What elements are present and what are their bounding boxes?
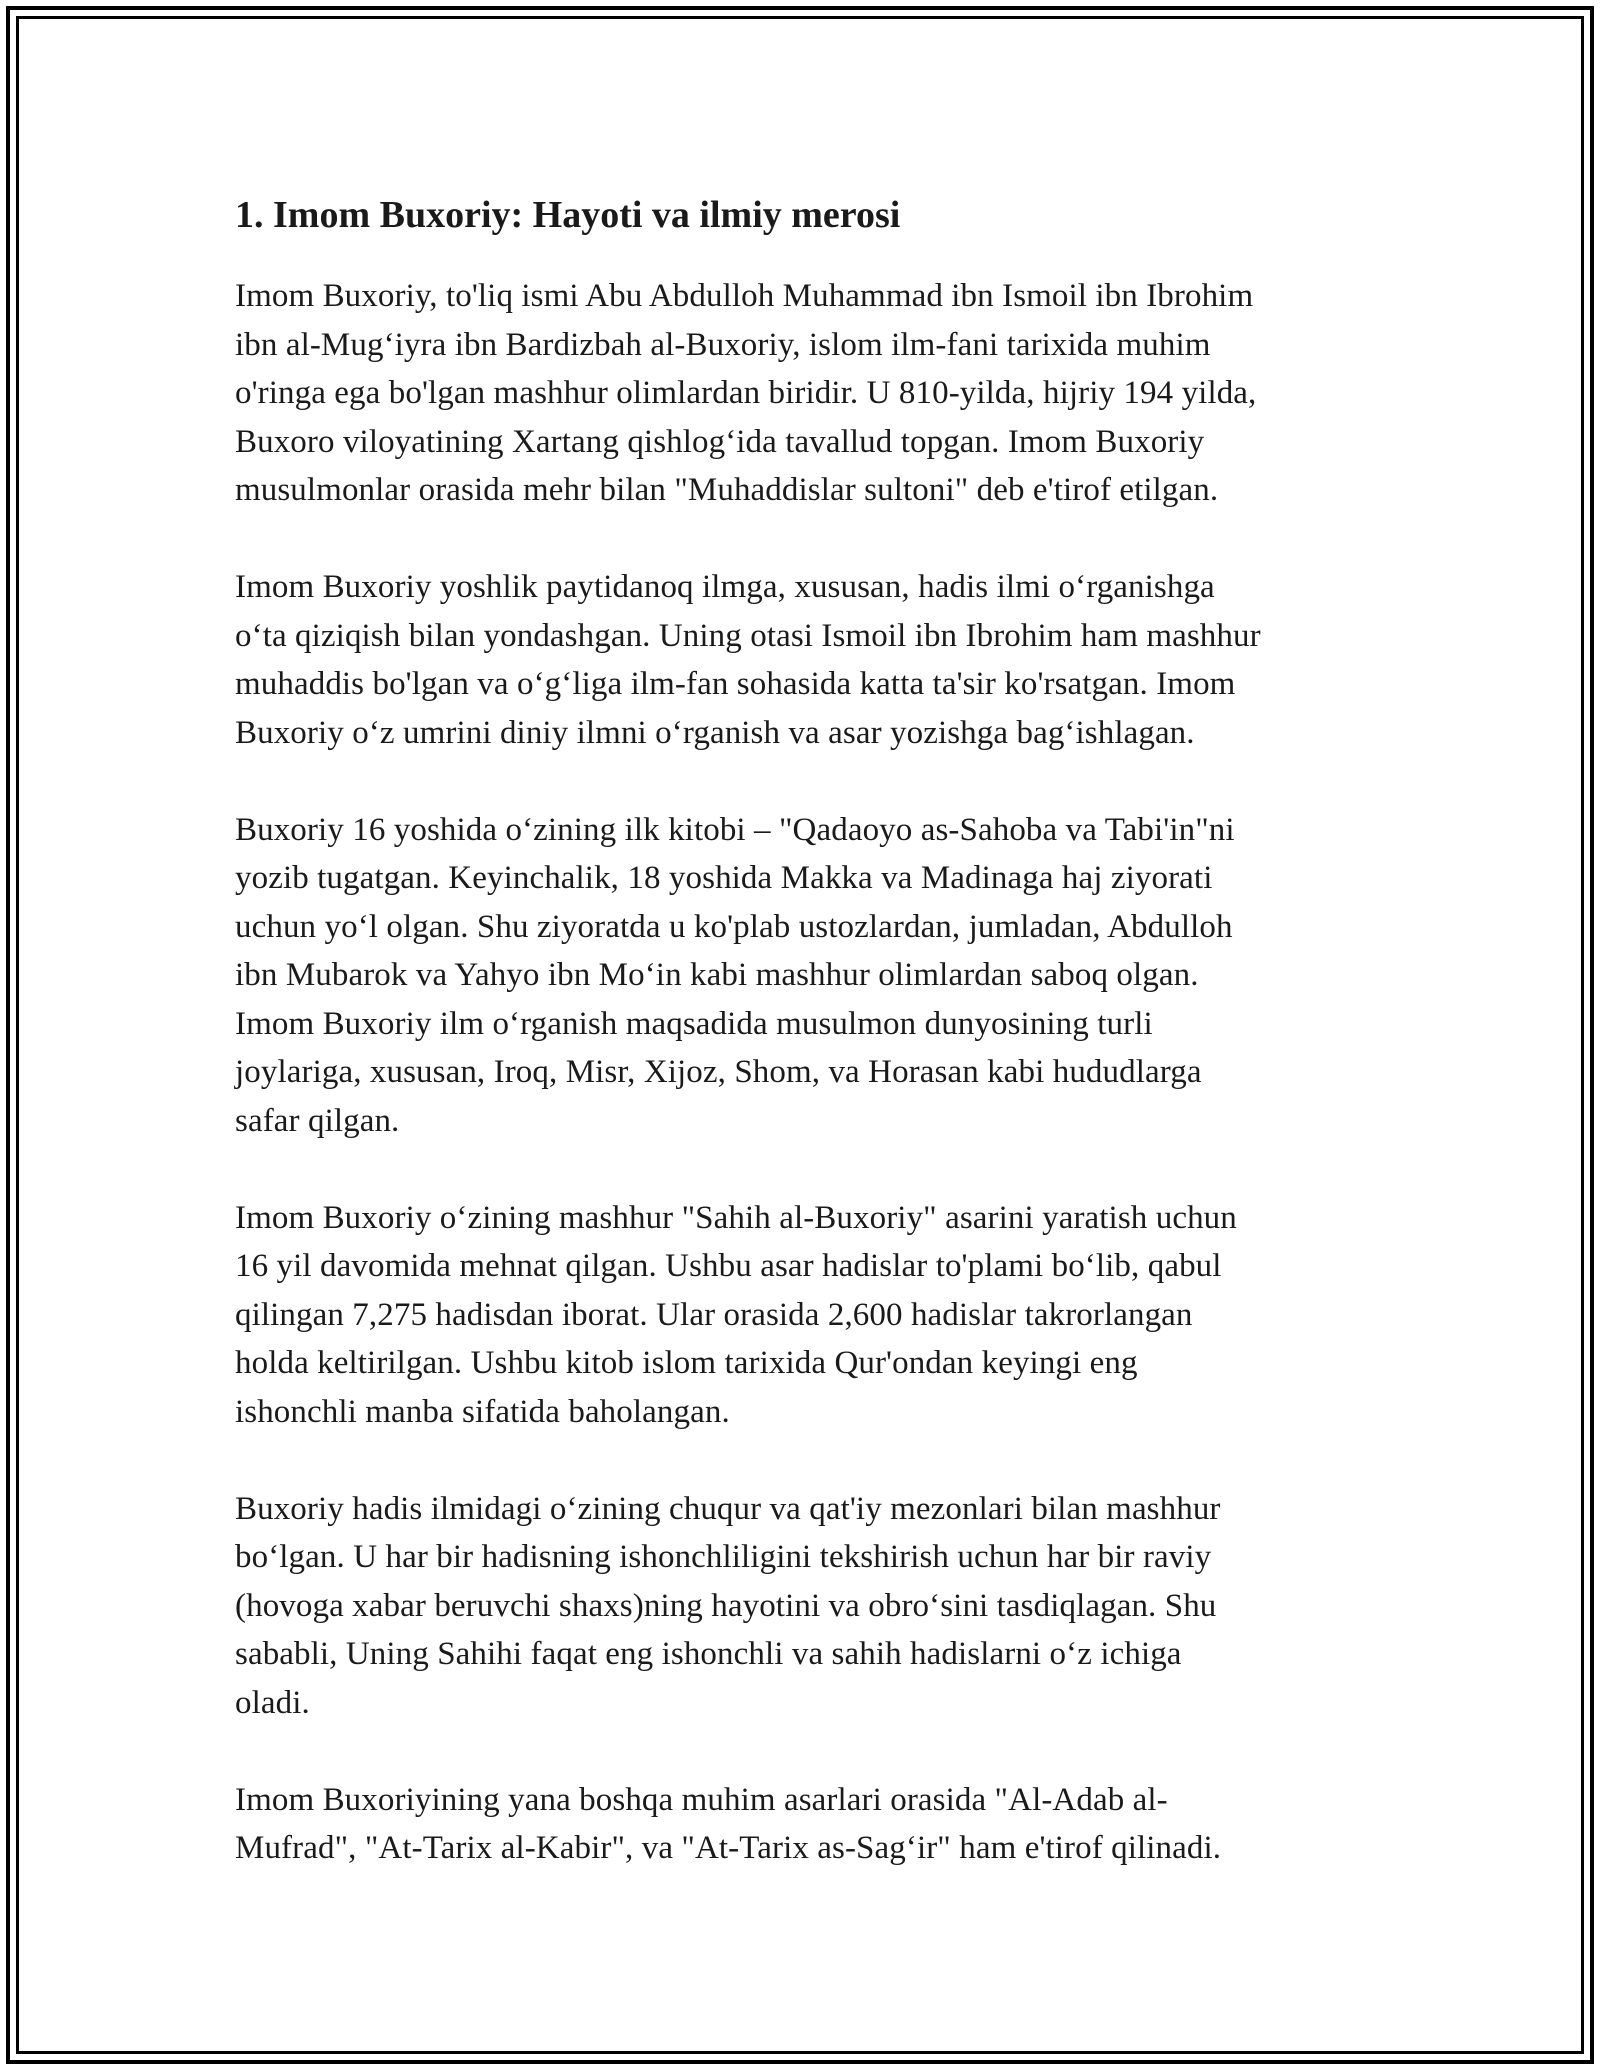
text-line: musulmonlar orasida mehr bilan "Muhaddislar sultoni" deb e'tirof etilgan.: [235, 472, 1219, 508]
text-line: holda keltirilgan. Ushbu kitob islom tarixida Qur'ondan keyingi eng: [235, 1345, 1138, 1381]
text-line: Buxoriy 16 yoshida o‘zining ilk kitobi – "Qadaoyo as-Sahoba va Tabi'in"ni: [235, 811, 1235, 848]
text-line: Imom Buxoriy o‘zining mashhur "Sahih al-Buxoriy" asarini yaratish uchun: [235, 1199, 1237, 1236]
text-line: Buxoro viloyatining Xartang qishlog‘ida tavallud topgan. Imom Buxoriy: [235, 423, 1205, 460]
text-line: Imom Buxoriy, to'liq ismi Abu Abdulloh Muhammad ibn Ismoil ibn Ibrohim: [235, 278, 1254, 314]
paragraph-youth: [235, 563, 1385, 757]
text-line: Buxoriy hadis ilmidagi o‘zining chuqur va qat'iy mezonlari bilan mashhur: [235, 1490, 1221, 1527]
text-line: (hovoga xabar beruvchi shaxs)ning hayotini va obro‘sini tasdiqlagan. Shu: [235, 1587, 1217, 1624]
text-line: Buxoriy o‘z umrini diniy ilmni o‘rganish va asar yozishga bag‘ishlagan.: [235, 714, 1195, 751]
text-line: Imom Buxoriy yoshlik paytidanoq ilmga, xususan, hadis ilmi o‘rganishga: [235, 569, 1215, 605]
text-line: Mufrad", "At-Tarix al-Kabir", va "At-Tarix as-Sag‘ir" ham e'tirof qilinadi.: [235, 1830, 1222, 1866]
section-heading: 1. Imom Buxoriy: Hayoti va ilmiy merosi: [235, 194, 901, 236]
text-line: sababli, Uning Sahihi faqat eng ishonchli va sahih hadislarni o‘z ichiga: [235, 1636, 1182, 1672]
text-line: 16 yil davomida mehnat qilgan. Ushbu asar hadislar to'plami bo‘lib, qabul: [235, 1248, 1222, 1284]
paragraph-other-works: [235, 1776, 1385, 1873]
text-line: yozib tugatgan. Keyinchalik, 18 yoshida Makka va Madinaga haj ziyorati: [235, 860, 1213, 896]
text-line: qilingan 7,275 hadisdan iborat. Ular orasida 2,600 hadislar takrorlangan: [235, 1296, 1193, 1333]
paragraph-sahih: [235, 1194, 1385, 1437]
paragraph-travels: [235, 806, 1385, 1146]
text-line: muhaddis bo'lgan va o‘g‘liga ilm-fan sohasida katta ta'sir ko'rsatgan. Imom: [235, 666, 1236, 702]
paragraph-criteria: [235, 1485, 1385, 1728]
text-line: o'ringa ega bo'lgan mashhur olimlardan biridir. U 810-yilda, hijriy 194 yilda,: [235, 375, 1257, 411]
text-line: oladi.: [235, 1684, 310, 1721]
text-line: uchun yo‘l olgan. Shu ziyoratda u ko'plab ustozlardan, jumladan, Abdulloh: [235, 908, 1233, 945]
text-line: bo‘lgan. U har bir hadisning ishonchliligini tekshirish uchun har bir raviy: [235, 1539, 1212, 1575]
text-line: ibn Mubarok va Yahyo ibn Mo‘in kabi mashhur olimlardan saboq olgan.: [235, 957, 1199, 993]
text-line: Imom Buxoriyining yana boshqa muhim asarlari orasida "Al-Adab al-: [235, 1781, 1168, 1818]
text-line: safar qilgan.: [235, 1102, 400, 1139]
text-line: ishonchli manba sifatida baholangan.: [235, 1393, 730, 1430]
document-body: [235, 187, 1385, 1921]
text-line: Imom Buxoriy ilm o‘rganish maqsadida musulmon dunyosining turli: [235, 1005, 1153, 1042]
text-line: ibn al-Mug‘iyra ibn Bardizbah al-Buxoriy, islom ilm-fani tarixida muhim: [235, 326, 1211, 363]
paragraph-introduction: [235, 272, 1385, 515]
text-line: o‘ta qiziqish bilan yondashgan. Uning otasi Ismoil ibn Ibrohim ham mashhur: [235, 617, 1261, 654]
text-line: joylariga, xususan, Iroq, Misr, Xijoz, Shom, va Horasan kabi hududlarga: [235, 1054, 1202, 1090]
